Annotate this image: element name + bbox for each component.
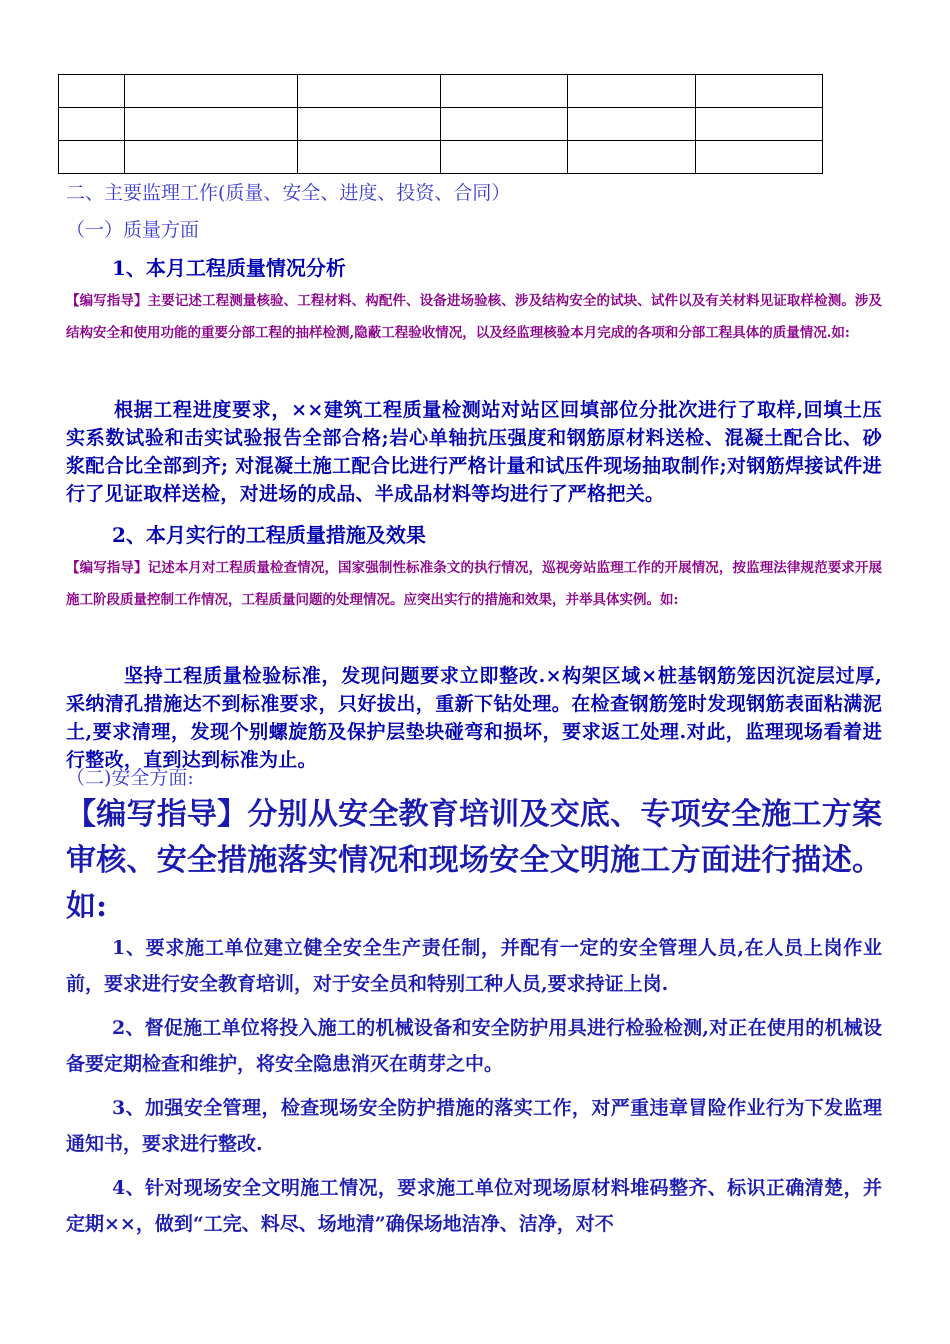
quality-item1-title: 1、本月工程质量情况分析 (112, 256, 346, 280)
guide-tag: 【编写指导】 (66, 293, 148, 309)
table-cell (125, 75, 298, 108)
table-cell (59, 75, 125, 108)
quality-item1-guide (66, 285, 882, 349)
table-cell (568, 141, 696, 174)
quality-heading: （一）质量方面 (66, 219, 200, 241)
table-cell (696, 141, 823, 174)
table-row (59, 141, 823, 174)
table-cell (441, 75, 568, 108)
safety-heading: （二)安全方面: (66, 767, 194, 789)
table-cell (125, 141, 298, 174)
safety-item-4: 4、针对现场安全文明施工情况，要求施工单位对现场原材料堆码整齐、标识正确清楚，并定期××，做到“工完、料尽、场地清”确保场地洁净、洁净，对不 (66, 1177, 882, 1235)
table-cell (568, 75, 696, 108)
safety-item-1: 1、要求施工单位建立健全安全生产责任制，并配有一定的安全管理人员,在人员上岗作业前，要求进行安全教育培训，对于安全员和特别工种人员,要求持证上岗. (66, 937, 882, 995)
blank-table (58, 74, 823, 174)
table-cell (125, 108, 298, 141)
safety-guide (66, 792, 882, 930)
table-row (59, 75, 823, 108)
table-cell (59, 141, 125, 174)
table-cell (441, 141, 568, 174)
quality-item2-example: 坚持工程质量检验标准，发现问题要求立即整改.×构架区域×桩基钢筋笼因沉淀层过厚,采纳清孔措施达不到标准要求，只好拔出，重新下钻处理。在检查钢筋笼时发现钢筋表面粘满泥土,要求清理，发现个别螺旋筋及保护层垫块碰弯和损坏，要求返工处理.对此，监理现场看着进行整改，直到达到标准为止。 (66, 665, 882, 771)
table-cell (696, 75, 823, 108)
safety-item-3: 3、加强安全管理，检查现场安全防护措施的落实工作，对严重违章冒险作业行为下发监理通知书，要求进行整改. (66, 1097, 882, 1155)
table-cell (441, 108, 568, 141)
table-cell (696, 108, 823, 141)
table-row (59, 108, 823, 141)
table-cell (298, 75, 441, 108)
guide-text: 记述本月对工程质量检查情况，国家强制性标准条文的执行情况，巡视旁站监理工作的开展情况，按监理法律规范要求开展施工阶段质量控制工作情况，工程质量问题的处理情况。应突出实行的措施和效果，并举具体实例。如: (66, 560, 883, 608)
section2-heading: 二、主要监理工作(质量、安全、进度、投资、合同） (66, 182, 511, 204)
guide-text: 分别从安全教育培训及交底、专项安全施工方案审核、安全措施落实情况和现场安全文明施工方面进行描述。如: (66, 797, 883, 924)
quality-item2-title: 2、本月实行的工程质量措施及效果 (112, 523, 426, 547)
table-cell (298, 108, 441, 141)
guide-tag: 【编写指导】 (66, 560, 148, 576)
guide-text: 主要记述工程测量核验、工程材料、构配件、设备进场验核、涉及结构安全的试块、试件以及有关材料见证取样检测。涉及结构安全和使用功能的重要分部工程的抽样检测,隐蔽工程验收情况，以及经监理核验本月完成的各项和分部工程具体的质量情况.如: (66, 293, 883, 341)
guide-tag: 【编写指导】 (66, 797, 248, 832)
table-cell (59, 108, 125, 141)
quality-item1-example: 根据工程进度要求，××建筑工程质量检测站对站区回填部位分批次进行了取样,回填土压实系数试验和击实试验报告全部合格;岩心单轴抗压强度和钢筋原材料送检、混凝土配合比、砂浆配合比全部到齐; 对混凝土施工配合比进行严格计量和试压件现场抽取制作;对钢筋焊接试件进行了见证取样送检，对进场的成品、半成品材料等均进行了严格把关。 (66, 399, 882, 505)
table-cell (298, 141, 441, 174)
safety-items (66, 930, 882, 1242)
table-cell (568, 108, 696, 141)
safety-item-2: 2、督促施工单位将投入施工的机械设备和安全防护用具进行检验检测,对正在使用的机械设备要定期检查和维护，将安全隐患消灭在萌芽之中。 (66, 1017, 882, 1075)
quality-item2-guide (66, 552, 882, 616)
